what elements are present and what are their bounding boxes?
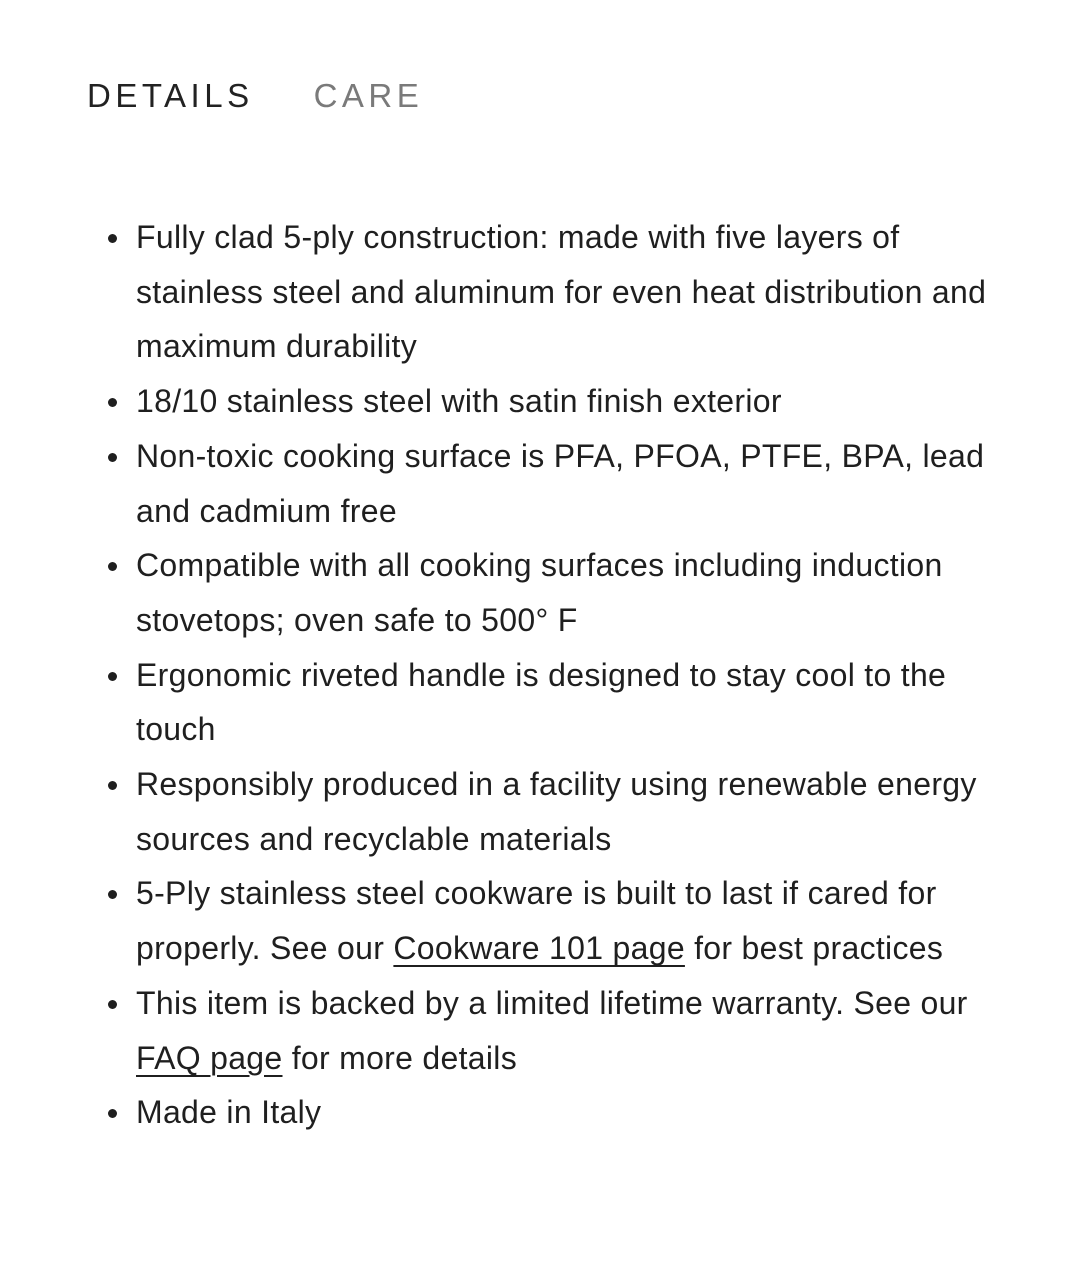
bullet-icon (108, 672, 117, 681)
list-item-stainless (136, 374, 996, 429)
list-item-compatibility (136, 538, 996, 647)
bullet-icon (108, 1109, 117, 1118)
list-item-text-after: for more details (282, 1039, 518, 1076)
cookware-101-link[interactable]: Cookware 101 page (393, 930, 685, 967)
list-item-built-to-last (136, 866, 996, 975)
list-item-made-in (136, 1085, 996, 1140)
faq-page-link[interactable]: FAQ page (136, 1039, 283, 1076)
list-item-text: Ergonomic riveted handle is designed to stay cool to the touch (136, 656, 947, 748)
bullet-icon (108, 562, 117, 571)
list-item-text: Non-toxic cooking surface is PFA, PFOA, PTFE, BPA, lead and cadmium free (136, 437, 985, 529)
tab-details[interactable]: DETAILS (87, 77, 254, 114)
bullet-icon (108, 398, 117, 407)
list-item-responsibly-produced (136, 757, 996, 866)
list-item-non-toxic (136, 429, 996, 538)
product-info-tabs (87, 76, 423, 116)
list-item-text: Compatible with all cooking surfaces including induction stovetops; oven safe to 500° F (136, 547, 943, 638)
list-item-text-after: for best practices (684, 930, 944, 967)
list-item-text-before: This item is backed by a limited lifetime warranty. See our (136, 984, 968, 1021)
list-item-text: Fully clad 5-ply construction: made with five layers of stainless steel and aluminum for even heat distribution and maximum durability (136, 219, 987, 365)
bullet-icon (108, 1000, 117, 1009)
bullet-icon (108, 453, 117, 462)
list-item-text: Responsibly produced in a facility using renewable energy sources and recyclable materials (136, 766, 977, 857)
list-item-warranty (136, 976, 996, 1085)
list-item-text-before: 5-Ply stainless steel cookware is built to last if cared for properly. See our (136, 875, 937, 967)
bullet-icon (108, 890, 117, 899)
list-item-text: Made in Italy (136, 1094, 322, 1131)
tab-care[interactable]: CARE (313, 77, 424, 114)
list-item-construction (136, 210, 996, 374)
bullet-icon (108, 781, 117, 790)
bullet-icon (108, 234, 117, 243)
list-item-handle (136, 648, 996, 757)
list-item-text: 18/10 stainless steel with satin finish exterior (136, 383, 782, 420)
details-list (136, 210, 996, 1140)
